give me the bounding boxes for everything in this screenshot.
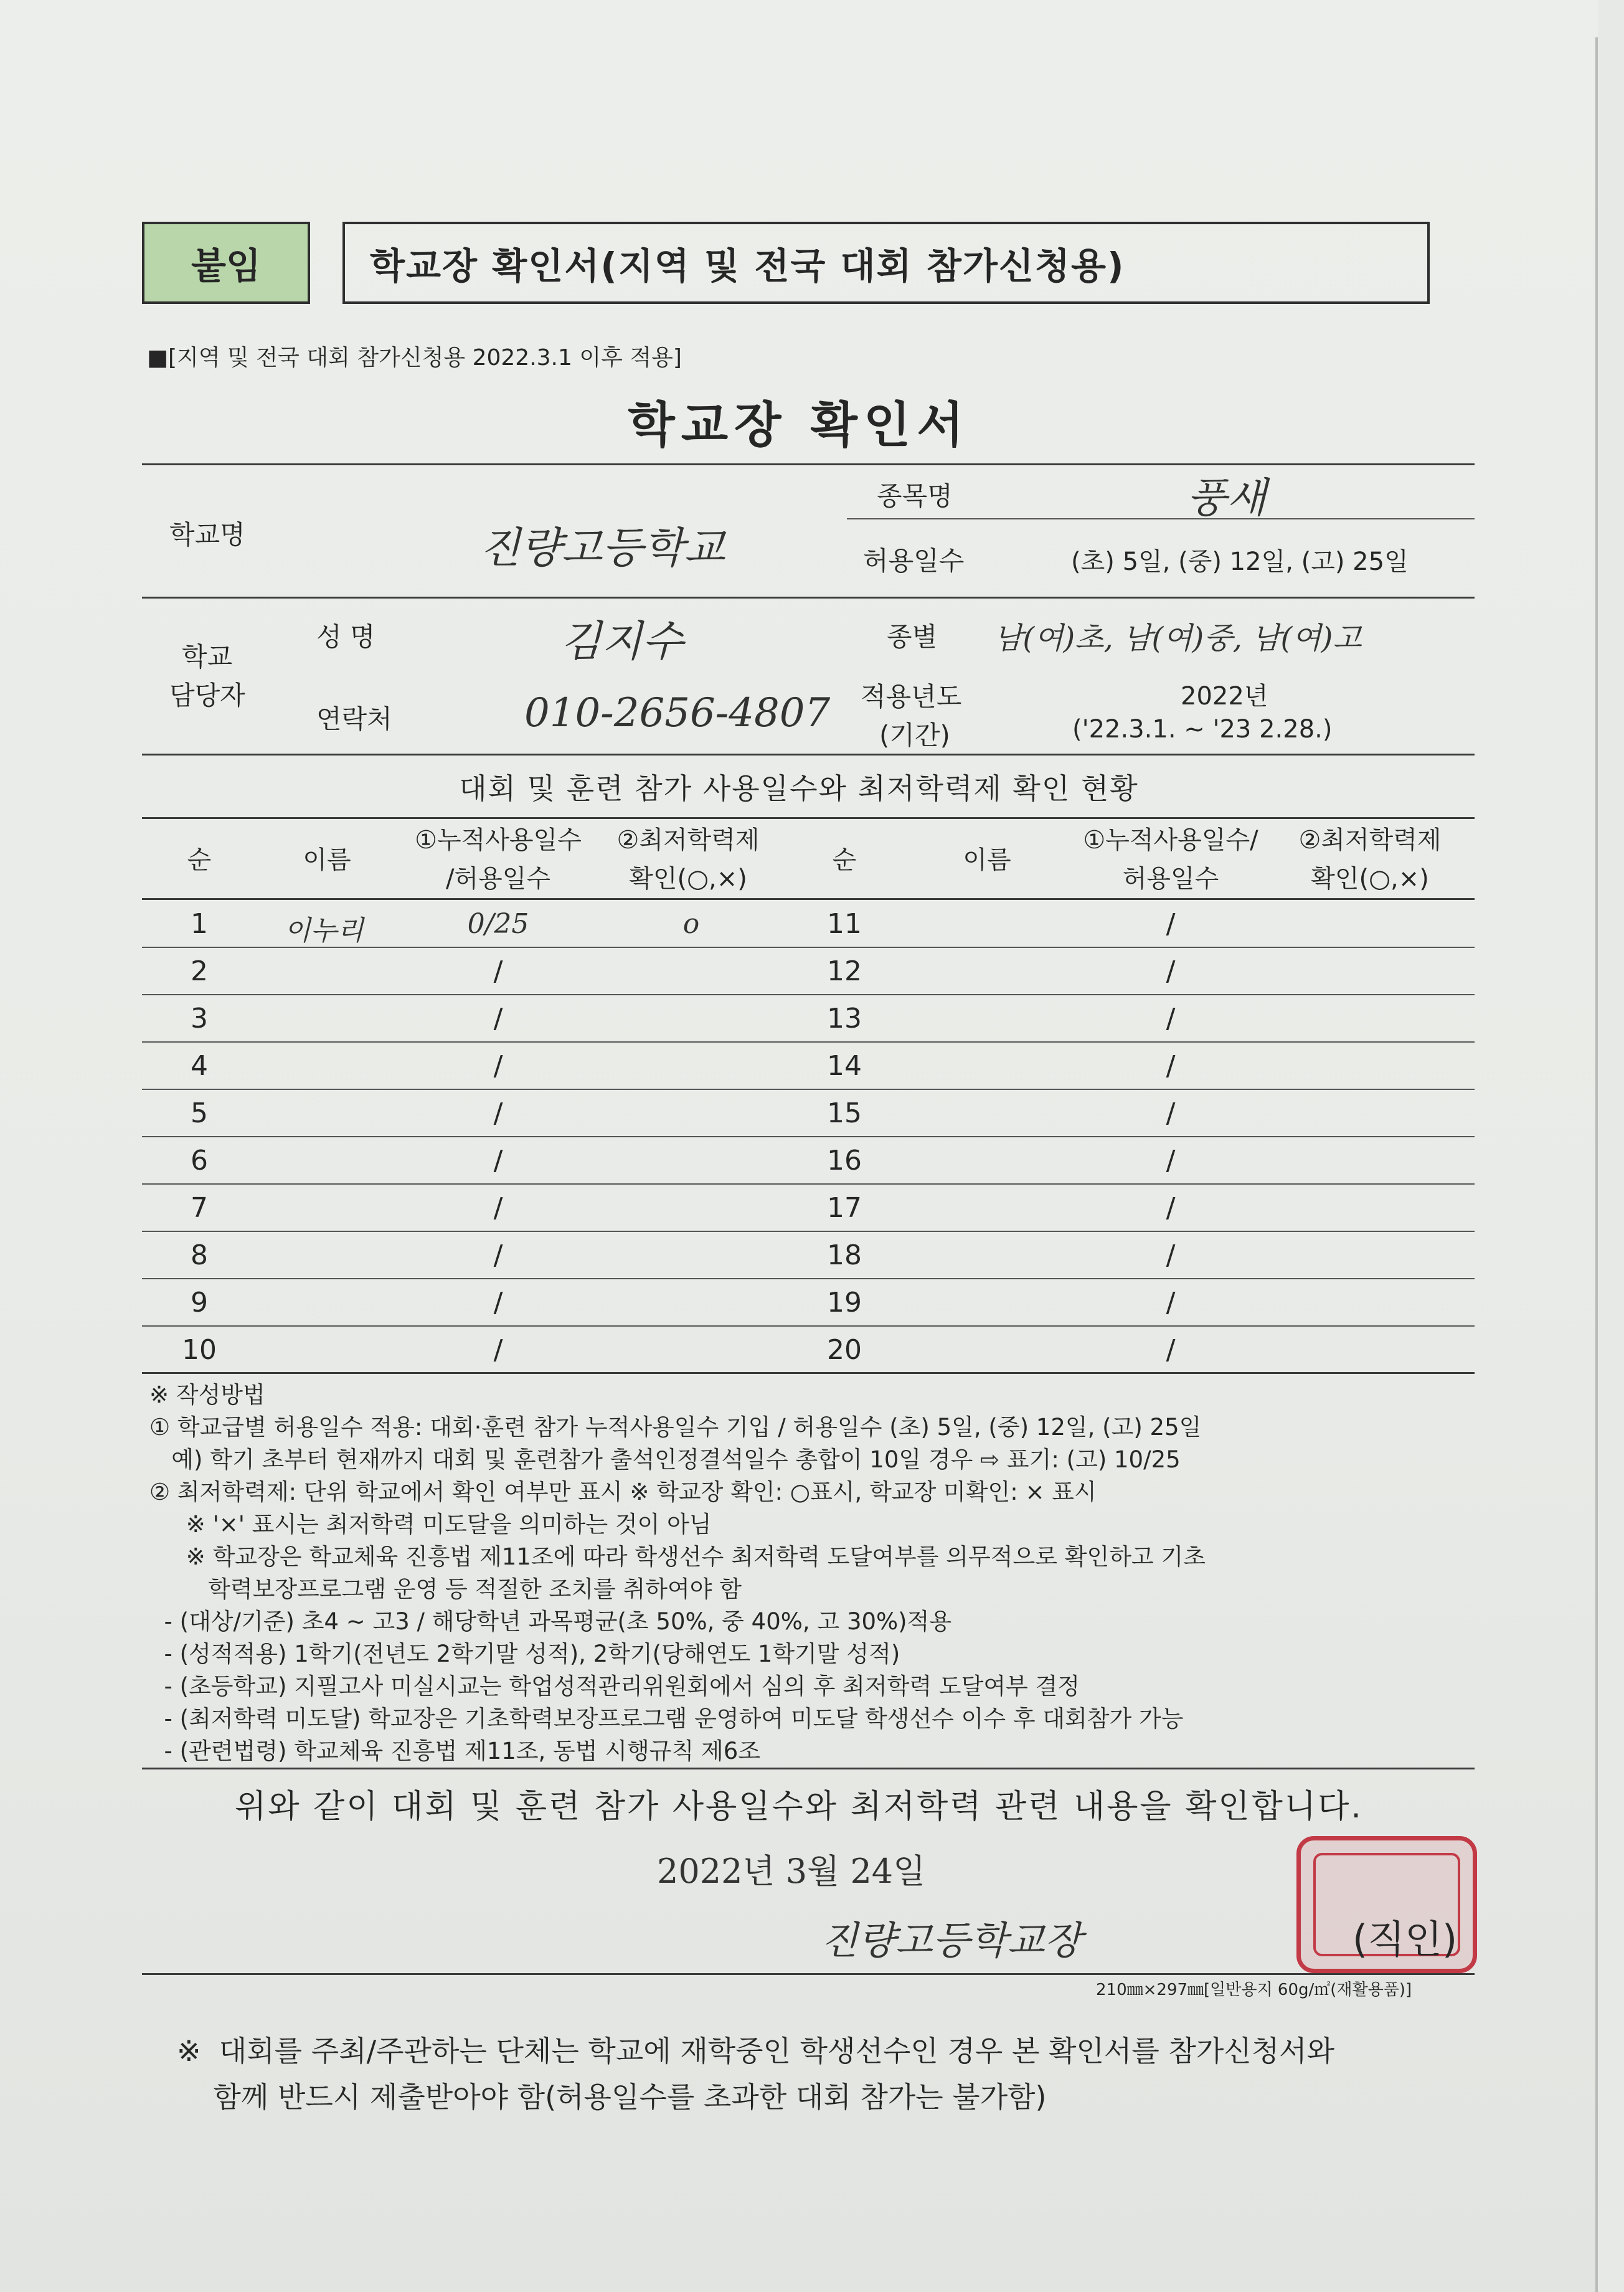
info-bottom-rule	[142, 754, 1475, 755]
row-usage-right: /	[1166, 1003, 1176, 1035]
row-usage-right: /	[1166, 1145, 1176, 1177]
period-value: ('22.3.1. ~ '23 2.28.)	[1072, 715, 1333, 744]
staff-label-school: 학교	[182, 642, 233, 672]
principal-signature: 진량고등학교장	[821, 1918, 1082, 1963]
row-number: 10	[182, 1334, 217, 1366]
note-line: ※ '×' 표시는 최저학력 미도달을 의미하는 것이 아님	[149, 1511, 712, 1538]
allowed-days-label: 허용일수	[863, 546, 965, 576]
page-title: 학교장 확인서	[628, 397, 970, 453]
col-order-header: 순	[187, 846, 212, 874]
row-usage: 0/25	[467, 908, 529, 940]
applicability-note: ■[지역 및 전국 대회 참가신청용 2022.3.1 이후 적용]	[147, 345, 682, 371]
row-usage: /	[493, 1097, 503, 1129]
gender-value: 남(여)초, 남(여)중, 남(여)고	[994, 621, 1362, 656]
bottom-note	[177, 2028, 1334, 2120]
row-number-right: 14	[827, 1050, 862, 1082]
row-number: 8	[191, 1239, 208, 1271]
row-number: 6	[191, 1145, 208, 1177]
row-number-right: 17	[827, 1192, 862, 1224]
row-number: 4	[191, 1050, 208, 1082]
row-number: 2	[191, 955, 208, 987]
row-usage-right: /	[1166, 1192, 1176, 1224]
row-number-right: 19	[827, 1287, 862, 1319]
row-usage-right: /	[1166, 1287, 1176, 1319]
row-divider	[142, 1136, 1475, 1137]
note-line: ② 최저학력제: 단위 학교에서 확인 여부만 표시 ※ 학교장 확인: ○표시, 학교장 미확인: × 표시	[149, 1479, 1097, 1505]
table-header-top	[142, 817, 1475, 819]
seal-label: (직인)	[1353, 1916, 1458, 1962]
year-value: 2022년	[1181, 682, 1268, 711]
row-number-right: 15	[827, 1097, 862, 1129]
row-usage: /	[493, 1145, 503, 1177]
row-usage: /	[493, 1050, 503, 1082]
footer-rule	[142, 1973, 1475, 1975]
row-divider	[142, 1041, 1475, 1043]
confirmation-date: 2022년 3월 24일	[657, 1852, 926, 1891]
row-usage: /	[493, 1192, 503, 1224]
contact-value: 010-2656-4807	[524, 690, 831, 736]
row-number: 1	[191, 908, 208, 940]
row-divider	[142, 994, 1475, 995]
allowed-days-value: (초) 5일, (중) 12일, (고) 25일	[1071, 547, 1409, 576]
col-order-r-header: 순	[832, 846, 857, 874]
table-bottom-rule	[142, 1372, 1475, 1374]
row-usage-right: /	[1166, 1239, 1176, 1271]
row-number-right: 11	[827, 908, 862, 940]
row-usage: /	[493, 1003, 503, 1035]
col-usage-r-header-1: ①누적사용일수/	[1083, 826, 1258, 855]
row-usage: /	[493, 1239, 503, 1271]
row-check: o	[682, 908, 700, 940]
note-line: - (대상/기준) 초4 ~ 고3 / 해당학년 과목평균(초 50%, 중 40%, 고 30%)적용	[149, 1608, 952, 1635]
row-divider	[142, 1278, 1475, 1279]
note-line: 학력보장프로그램 운영 등 적절한 조치를 취하여야 함	[149, 1576, 742, 1603]
bottom-note-line-2: 함께 반드시 제출받아야 함(허용일수를 초과한 대회 참가는 불가함)	[177, 2080, 1047, 2114]
col-name-header: 이름	[303, 846, 351, 874]
info-top-rule	[142, 463, 1475, 465]
row-number-right: 12	[827, 955, 862, 987]
row-number: 5	[191, 1097, 208, 1129]
table-header-bottom	[142, 898, 1475, 900]
staff-label-person: 담당자	[169, 680, 245, 711]
note-line: - (최저학력 미도달) 학교장은 기초학력보장프로그램 운영하여 미도달 학생선수 이수 후 대회참가 가능	[149, 1705, 1184, 1732]
year-label: 적용년도	[861, 681, 962, 712]
name-label: 성 명	[316, 622, 375, 652]
info-mid-rule	[142, 597, 1475, 599]
school-value: 진량고등학교	[479, 524, 725, 573]
paper-spec: 210㎜×297㎜[일반용지 60g/㎡(재활용품)]	[1096, 1981, 1412, 1999]
paper-edge	[1595, 37, 1598, 2292]
bottom-note-line-1: ※ 대회를 주최/주관하는 단체는 학교에 재학중인 학생선수인 경우 본 확인서를 참가신청서와	[177, 2034, 1335, 2068]
row-usage-right: /	[1166, 1097, 1176, 1129]
col-check-header-2: 확인(○,×)	[629, 864, 747, 893]
col-usage-header-2: /허용일수	[445, 864, 551, 893]
row-usage-right: /	[1166, 955, 1176, 987]
name-value: 김지수	[560, 617, 684, 666]
confirmation-statement: 위와 같이 대회 및 훈련 참가 사용일수와 최저학력 관련 내용을 확인합니다.	[235, 1788, 1363, 1826]
row-number-right: 20	[827, 1334, 862, 1366]
instructions-notes	[149, 1379, 1482, 1768]
event-divider	[847, 518, 1475, 519]
row-number: 9	[191, 1287, 208, 1319]
row-usage-right: /	[1166, 1050, 1176, 1082]
col-check-r-header-1: ②최저학력제	[1298, 826, 1442, 855]
row-divider	[142, 947, 1475, 948]
event-label: 종목명	[877, 481, 953, 511]
row-number-right: 13	[827, 1003, 862, 1035]
row-divider	[142, 1089, 1475, 1090]
note-line: ① 학교급별 허용일수 적용: 대회·훈련 참가 누적사용일수 기입 / 허용일수 (초) 5일, (중) 12일, (고) 25일	[149, 1414, 1202, 1441]
document-banner: 학교장 확인서(지역 및 전국 대회 참가신청용)	[342, 222, 1430, 304]
col-usage-r-header-2: 허용일수	[1122, 864, 1219, 893]
col-usage-header-1: ①누적사용일수	[415, 826, 582, 855]
row-divider	[142, 1231, 1475, 1232]
row-usage: /	[493, 1334, 503, 1366]
row-number: 3	[191, 1003, 208, 1035]
col-name-r-header: 이름	[963, 846, 1011, 874]
note-line: - (관련법령) 학교체육 진흥법 제11조, 동법 시행규칙 제6조	[149, 1738, 761, 1764]
row-usage: /	[493, 955, 503, 987]
row-number-right: 18	[827, 1239, 862, 1271]
attachment-tag: 붙임	[142, 222, 310, 304]
gender-label: 종별	[887, 622, 938, 652]
row-usage: /	[493, 1287, 503, 1319]
row-name: 이누리	[284, 915, 364, 947]
row-number-right: 16	[827, 1145, 862, 1177]
col-check-r-header-2: 확인(○,×)	[1311, 864, 1429, 893]
contact-label: 연락처	[316, 704, 392, 734]
notes-bottom-rule	[142, 1768, 1475, 1769]
row-usage-right: /	[1166, 1334, 1176, 1366]
note-line: - (초등학교) 지필고사 미실시교는 학업성적관리위원회에서 심의 후 최저학력 도달여부 결정	[149, 1673, 1080, 1700]
row-number: 7	[191, 1192, 208, 1224]
period-label: (기간)	[879, 720, 950, 751]
note-line: ※ 학교장은 학교체육 진흥법 제11조에 따라 학생선수 최저학력 도달여부를 의무적으로 확인하고 기초	[149, 1543, 1206, 1570]
school-label: 학교명	[169, 519, 245, 550]
note-line: 예) 학기 초부터 현재까지 대회 및 훈련참가 출석인정결석일수 총합이 10일 경우 ⇨ 표기: (고) 10/25	[149, 1446, 1181, 1473]
row-divider	[142, 1325, 1475, 1327]
table-section-title: 대회 및 훈련 참가 사용일수와 최저학력제 확인 현황	[459, 772, 1139, 805]
note-line: ※ 작성방법	[149, 1381, 265, 1408]
row-divider	[142, 1183, 1475, 1185]
note-line: - (성적적용) 1학기(전년도 2학기말 성적), 2학기(당해연도 1학기말 성적)	[149, 1641, 900, 1667]
event-value: 풍새	[1187, 474, 1267, 522]
col-check-header-1: ②최저학력제	[616, 826, 760, 855]
row-usage-right: /	[1166, 908, 1176, 940]
